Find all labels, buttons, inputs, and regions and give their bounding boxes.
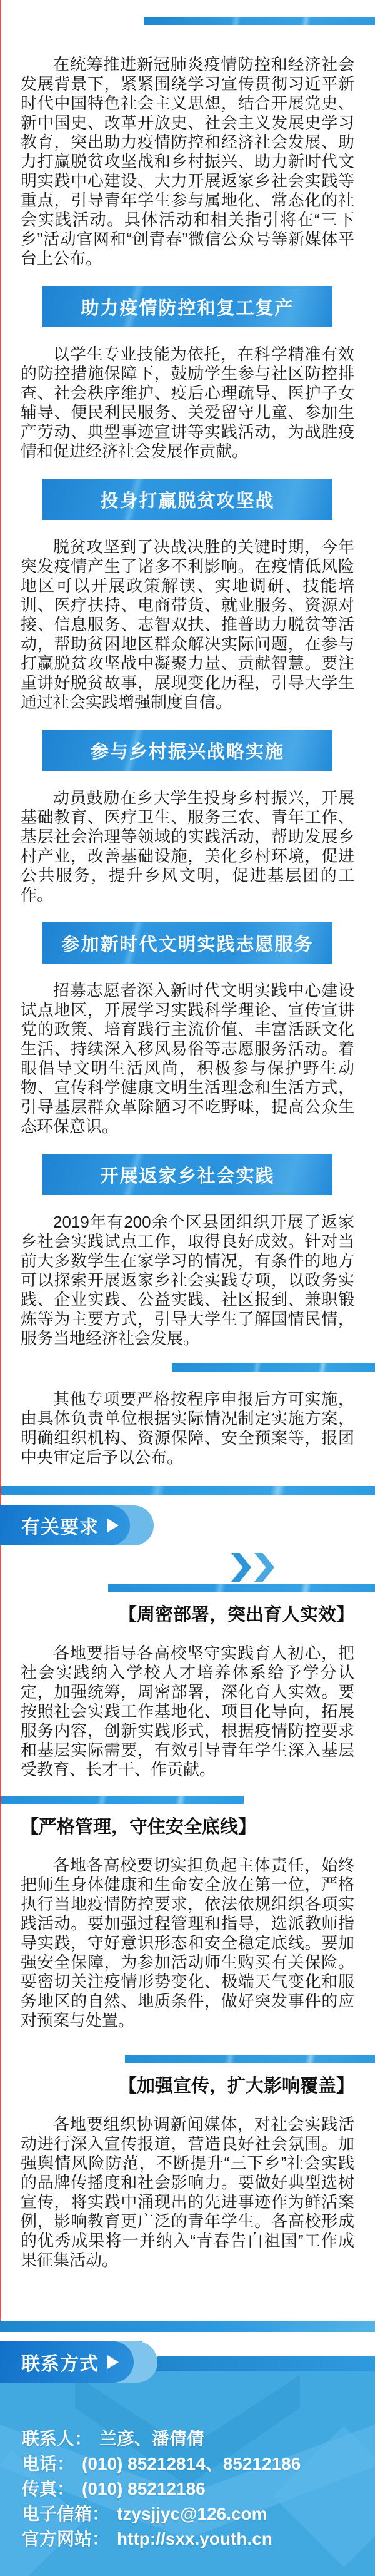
contact-phone-line: [22, 2451, 301, 2477]
intro-paragraph: 在统筹推进新冠肺炎疫情防控和经济社会发展背景下，紧紧围绕学习宣传贯彻习近平新时代中国特色社会主义思想，结合开展党史、新中国史、改革开放史、社会主义发展史学习教育，突出助力疫情防控和经济社会发展、助力打赢脱贫攻坚战和乡村振兴、助力新时代文明实践中心建设、大力开展返家乡社会实践等重点，引导青年学生参与属地化、常态化的社会实践活动。具体活动和相关指引将在“三下乡”活动官网和“创青春”微信公众号等新媒体平台上公布。: [21, 55, 354, 268]
divider-bar: [108, 1584, 375, 1592]
section-banner-title: 开展返家乡社会实践: [100, 1166, 275, 1186]
contact-person-line: [22, 2426, 301, 2451]
section-banner-rural: [42, 730, 332, 771]
section-banner-title: 助力疫情防控和复工复产: [81, 298, 294, 318]
requirement-heading-safety: 【严格管理，守住安全底线】: [21, 1817, 257, 1837]
footer-decor-band: [147, 2356, 375, 2371]
requirement-heading-deploy: 【周密部署，突出育人实效】: [118, 1605, 354, 1625]
contact-website-label: 官方网站：: [22, 2529, 110, 2548]
requirement-heading-publicity: 【加强宣传，扩大影响覆盖】: [118, 2076, 354, 2096]
section-body-civilization: 招募志愿者深入新时代文明实践中心建设试点地区，开展学习实践科学理论、宣传宣讲党的政策、培育践行主流价值、丰富活跃文化生活、持续深入移风易俗等志愿服务活动。着眼倡导文明生活风尚，积极参与保护野生动物、宣传科学健康文明生活理念和生活方式，引导基层群众革除陋习不吃野味，提高公众生态环保意识。: [21, 981, 354, 1136]
contact-footer: [0, 2321, 375, 2576]
divider-bar: [0, 1796, 244, 1804]
top-decor-bar: [144, 17, 375, 25]
divider-bar: [125, 2055, 375, 2063]
requirements-banner: [0, 1505, 154, 1545]
contact-info: [22, 2426, 301, 2552]
section-banner-title: 参与乡村振兴战略实施: [90, 741, 284, 762]
contact-banner-label: 联系方式: [21, 2354, 99, 2375]
section-body-epidemic: 以学生专业技能为依托，在科学精准有效的防控措施保障下，鼓励学生参与社区防控排查、社会秩序维护、疫后心理疏导、医护子女辅导、便民利民服务、关爱留守儿童、参加生产劳动、典型事迹宣讲等实践活动，为战胜疫情和促进经济社会发展作贡献。: [21, 345, 354, 461]
section-banner-epidemic: [42, 286, 332, 327]
section-body-hometown-extra: 其他专项要严格按程序申报后方可实施，由具体负责单位根据实际情况制定实施方案，明确组织机构、资源保障、安全预案等，报团中央审定后予以公布。: [21, 1390, 354, 1467]
section-banner-hometown: [42, 1154, 332, 1195]
contact-person-value: 兰彦、潘倩倩: [99, 2429, 205, 2448]
section-banner-civilization: [42, 922, 332, 964]
footer-white-stripe: [0, 2332, 375, 2341]
divider-bar-full: [0, 1486, 375, 1495]
section-body-rural: 动员鼓励在乡大学生投身乡村振兴，开展基础教育、医疗卫生、服务三农、青年工作、基层社会治理等领域的实践活动，帮助发展乡村产业，改善基础设施，美化乡村环境，促进公共服务，提升乡风文明，促进基层团的工作。: [21, 788, 354, 904]
play-triangle-icon: [108, 1519, 119, 1532]
divider-bar: [172, 1363, 375, 1372]
requirement-body-deploy: 各地要指导各高校坚守实践育人初心，把社会实践纳入学校人才培养体系给予学分认定，加强统筹，周密部署，深化育人实效。要按照社会实践工作基地化、项目化导向，拓展服务内容，创新实践形式，根据疫情防控要求和基层实际需要，有效引导青年学生深入基层受教育、长才干、作贡献。: [21, 1644, 354, 1779]
contact-email-value: tzysjjyc@126.com: [117, 2504, 268, 2523]
contact-fax-value: (010) 85212186: [82, 2479, 206, 2498]
section-banner-title: 参加新时代文明实践志愿服务: [61, 934, 314, 955]
requirements-banner-label: 有关要求: [21, 1517, 99, 1538]
section-body-poverty: 脱贫攻坚到了决战决胜的关键时期，今年突发疫情产生了诸多不利影响。在疫情低风险地区可以开展政策解读、实地调研、技能培训、医疗扶持、电商带货、就业服务、资源对接、信息服务、志智双扶、推普助力脱贫等活动，帮助贫困地区群众解决实际问题，在参与打赢脱贫攻坚战中凝聚力量、贡献智慧。要注重讲好脱贫故事，展现变化历程，引导大学生通过社会实践增强制度自信。: [21, 537, 354, 711]
contact-email-label: 电子信箱：: [22, 2504, 110, 2523]
requirement-body-safety: 各地各高校要切实担负起主体责任，始终把师生身体健康和生命安全放在第一位，严格执行当地疫情防控要求，依法依规组织各项实践活动。要加强过程管理和指导，选派教师指导实践，守好意识形态和安全稳定底线。要加强安全保障，为参加活动师生购买有关保险。要密切关注疫情形势变化、极端天气变化和服务地区的自然、地质条件，做好突发事件的应对预案与处置。: [21, 1856, 354, 2030]
requirement-body-publicity: 各地要组织协调新闻媒体，对社会实践活动进行深入宣传报道，营造良好社会氛围。加强舆情风险防范，不断提升“三下乡”社会实践的品牌传播度和社会影响力。要做好典型选树宣传，将实践中涌现出的先进事迹作为鲜活案例，影响教育更广泛的青年学生。各高校形成的优秀成果将一并纳入“青春告白祖国”工作成果征集活动。: [21, 2115, 354, 2269]
contact-phone-label: 电话：: [22, 2454, 75, 2473]
contact-website-value: http://sxx.youth.cn: [117, 2529, 272, 2548]
play-triangle-icon: [108, 2355, 119, 2369]
section-banner-poverty: [42, 479, 332, 520]
chevron-right-icon: [254, 1553, 274, 1582]
contact-email-line: [22, 2502, 301, 2527]
footer-white-stripe: [142, 2341, 375, 2357]
section-body-hometown: 2019年有200余个区县团组织开展了返家乡社会实践试点工作，取得良好成效。针对当前大多数学生在家学习的情况，有条件的地方可以探索开展返家乡社会实践专项，以政务实践、企业实践、公益实践、社区报到、兼职锻炼等为主要方式，引导大学生了解国情民情，服务当地经济社会发展。: [21, 1213, 354, 1348]
double-chevron-icon: [231, 1553, 375, 1582]
contact-fax-label: 传真：: [22, 2479, 75, 2498]
contact-phone-value: (010) 85212814、85212186: [82, 2454, 301, 2473]
contact-banner: [0, 2341, 158, 2383]
chevron-right-icon: [231, 1553, 251, 1582]
contact-person-label: 联系人：: [22, 2429, 92, 2448]
contact-website-line: [22, 2527, 301, 2552]
left-edge-red-line: [0, 0, 1, 2321]
section-banner-title: 投身打赢脱贫攻坚战: [100, 491, 275, 511]
footer-decor-band: [0, 2321, 375, 2332]
contact-fax-line: [22, 2477, 301, 2502]
